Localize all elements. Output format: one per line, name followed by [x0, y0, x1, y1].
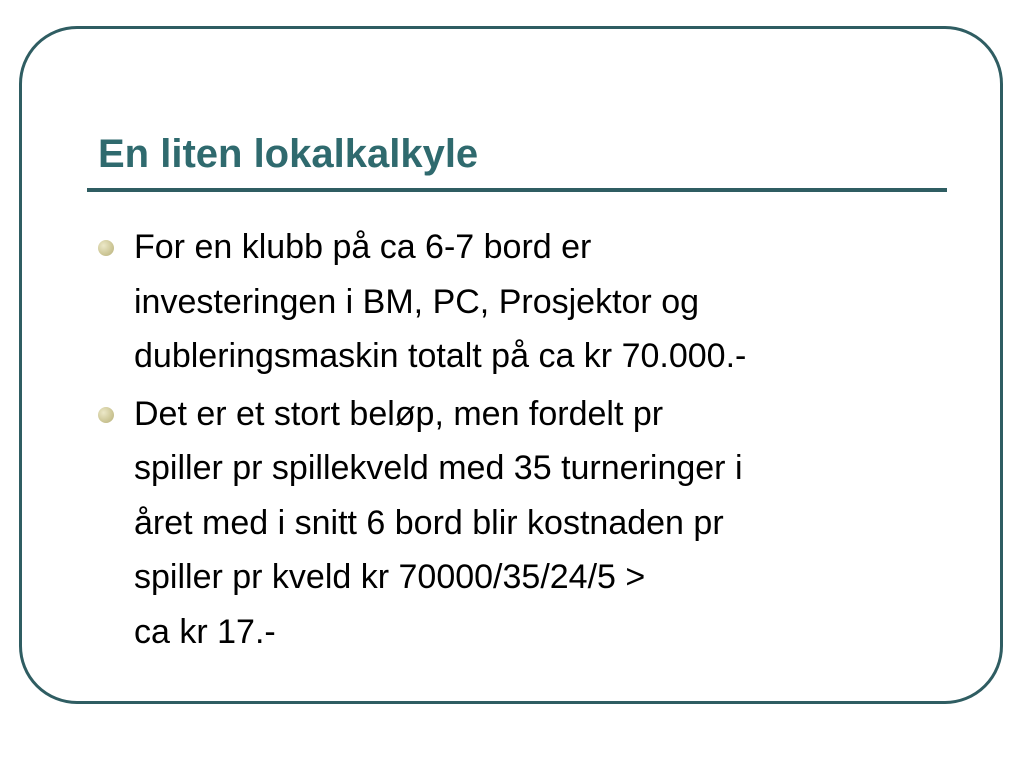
bullet-text: For en klubb på ca 6-7 bord er investeringen i BM, PC, Prosjektor og dubleringsmaskin totalt på ca kr 70.000.-	[134, 228, 747, 375]
title-divider	[87, 188, 947, 192]
slide-title: En liten lokalkalkyle	[98, 132, 479, 176]
bullet-text: Det er et stort beløp, men fordelt pr spiller pr spillekveld med 35 turneringer i året med i snitt 6 bord blir kostnaden pr spiller pr kveld kr 70000/35/24/5 > ca kr 17.-	[134, 394, 743, 651]
bullet-item	[96, 387, 946, 660]
bullet-dot-icon	[98, 407, 114, 423]
bullet-item	[96, 220, 946, 384]
bullet-list	[96, 220, 946, 659]
bullet-dot-icon	[98, 240, 114, 256]
